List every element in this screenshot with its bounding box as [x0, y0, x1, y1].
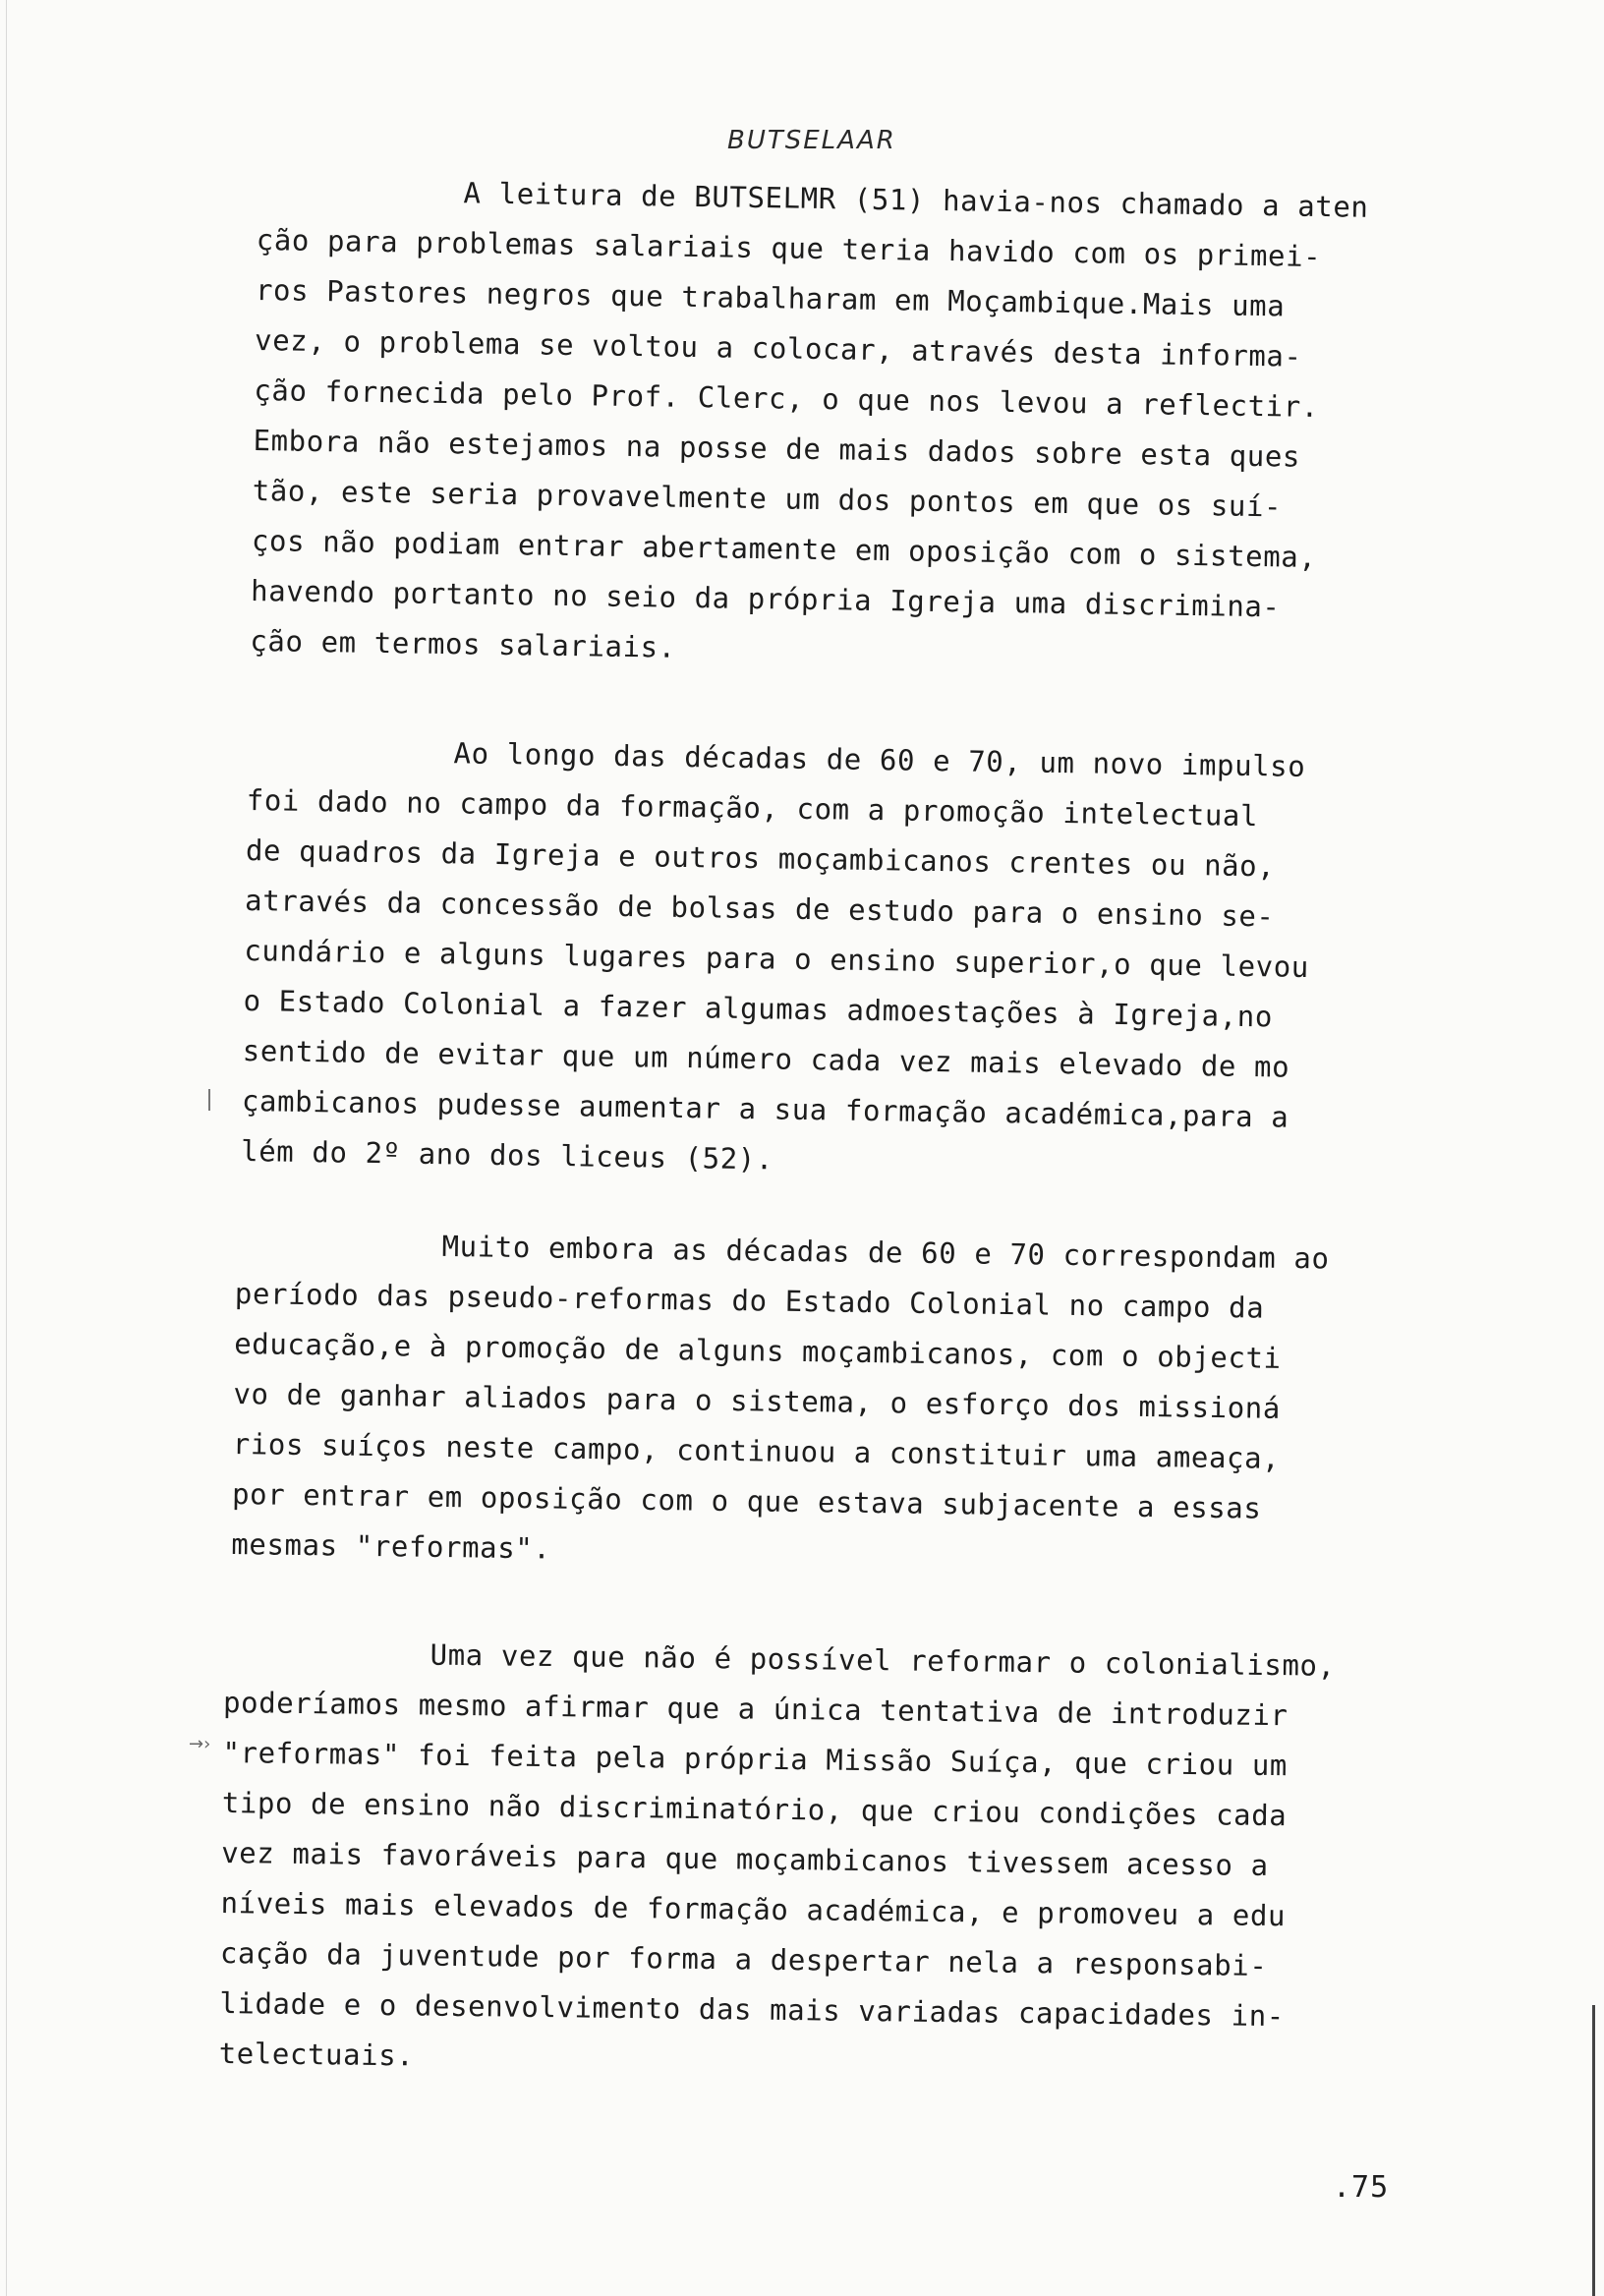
text-line: tipo de ensino não discriminatório, que criou condições cada [221, 1785, 1288, 1833]
text-line: Muito embora as décadas de 60 e 70 correspondam ao [441, 1229, 1330, 1276]
text-line: mesmas "reformas". [231, 1526, 551, 1566]
text-line: Uma vez que não é possível reformar o colonialismo, [430, 1637, 1336, 1683]
text-line: vez, o problema se voltou a colocar, através desta informa- [254, 322, 1302, 373]
text-line: foi dado no campo da formação, com a promoção intelectual [246, 782, 1259, 833]
text-line: período das pseudo-reformas do Estado Colonial no campo da [234, 1276, 1265, 1325]
paragraph-1 [250, 165, 1476, 685]
text-line: educação,e à promoção de alguns moçambicanos, com o objecti [233, 1326, 1282, 1375]
text-line: sentido de evitar que um número cada vez mais elevado de mo [242, 1033, 1290, 1084]
text-line: poderíamos mesmo afirmar que a única tentativa de introduzir [222, 1685, 1289, 1733]
text-line: havendo portanto no seio da própria Igreja uma discrimina- [250, 573, 1281, 624]
paragraph-2 [241, 725, 1466, 1195]
text-line: ços não podiam entrar abertamente em oposição com o sistema, [251, 523, 1317, 574]
text-line: cundário e alguns lugares para o ensino superior,o que levou [244, 933, 1310, 984]
text-line: lém do 2º ano dos liceus (52). [240, 1133, 774, 1177]
paragraph-4 [218, 1628, 1443, 2094]
text-line: Ao longo das décadas de 60 e 70, um novo impulso [453, 736, 1306, 783]
text-line: níveis mais elevados de formação académica, e promoveu a edu [220, 1885, 1287, 1933]
text-line: ção em termos salariais. [250, 623, 677, 664]
page-number: .75 [1333, 2170, 1390, 2205]
text-line: de quadros da Igreja e outros moçambicanos crentes ou não, [245, 832, 1276, 884]
text-line: Embora não estejamos na posse de mais dados sobre esta ques [253, 423, 1301, 474]
text-line: A leitura de BUTSELMR (51) havia-nos chamado a aten [463, 176, 1369, 224]
text-line: vez mais favoráveis para que moçambicanos tivessem acesso a [220, 1835, 1269, 1882]
paragraph-3 [231, 1219, 1455, 1586]
text-line: ros Pastores negros que trabalharam em Moçambique.Mais uma [255, 272, 1286, 323]
text-line: através da concessão de bolsas de estudo para o ensino se- [244, 883, 1275, 934]
text-line: lidade e o desenvolvimento das mais variadas capacidades in- [219, 1985, 1286, 2034]
text-line: vo de ganhar aliados para o sistema, o esforço dos missioná [233, 1376, 1282, 1425]
scan-edge-left [6, 0, 7, 2296]
text-line: cação da juventude por forma a despertar nela a responsabi- [219, 1935, 1268, 1982]
text-line: ção fornecida pelo Prof. Clerc, o que nos levou a reflectir. [254, 373, 1320, 424]
text-line: o Estado Colonial a fazer algumas admoestações à Igreja,no [243, 983, 1274, 1034]
text-line: por entrar em oposição com o que estava subjacente a essas [231, 1476, 1262, 1525]
text-line: çambicanos pudesse aumentar a sua formação académica,para a [241, 1083, 1289, 1134]
text-line: tão, este seria provavelmente um dos pontos em que os suí- [252, 473, 1283, 524]
handwritten-note: BUTSELAAR [727, 126, 896, 155]
margin-arrow-icon: →› [189, 1734, 211, 1754]
text-line: telectuais. [218, 2036, 415, 2073]
text-line: "reformas" foi feita pela própria Missão Suíça, que criou um [222, 1735, 1289, 1783]
margin-mark [208, 1089, 210, 1111]
scan-edge-right [1592, 2005, 1595, 2296]
text-line: ção para problemas salariais que teria havido com os primei- [256, 222, 1322, 274]
text-line: rios suíços neste campo, continuou a constituir uma ameaça, [232, 1426, 1281, 1475]
